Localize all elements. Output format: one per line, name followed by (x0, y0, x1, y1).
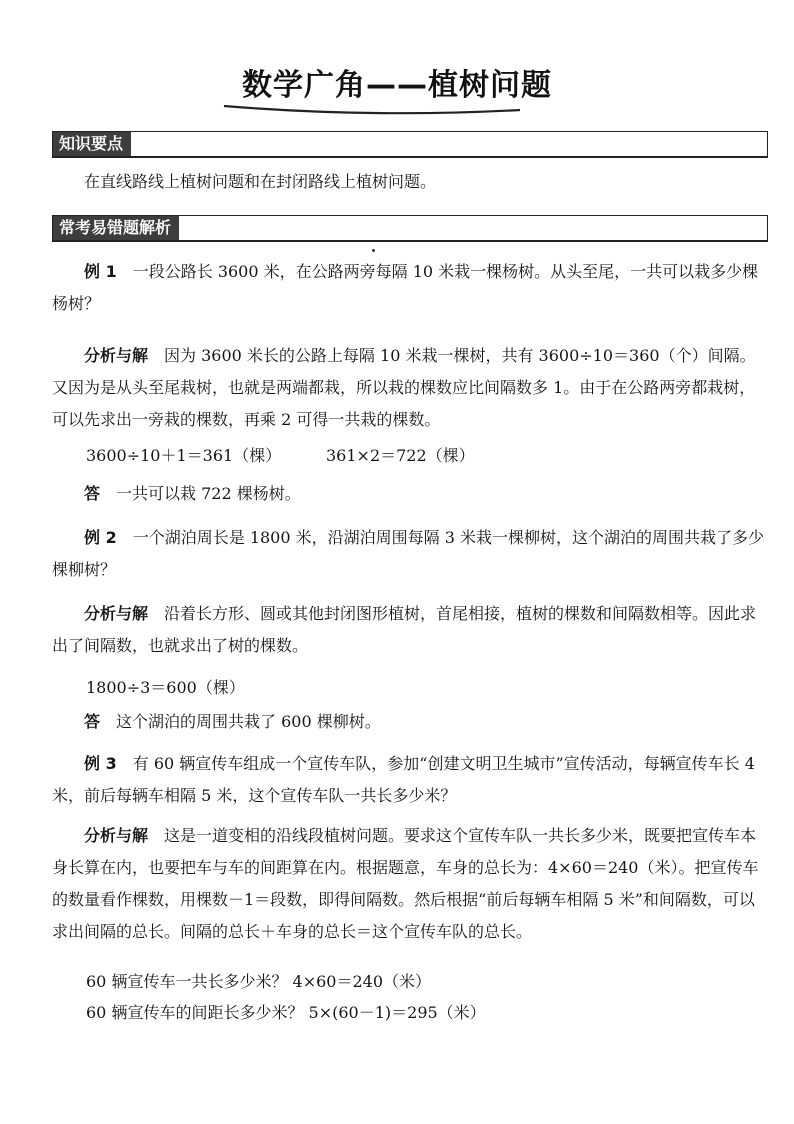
example3-analysis-text: 这是一道变相的沿线段植树问题。要求这个宣传车队一共长多少米，既要把宣传车本身长算在内，也要把车与车的间距算在内。根据题意，车身的总长为：4×60＝240（米）。把宣传车的数量看作棵数，用棵数－1＝段数，即得间隔数。然后根据“前后每辆车相隔 5 米”和间隔数，可以求出间隔的总长。间隔的总长＋车身的总长＝这个宣传车队的总长。 (52, 826, 759, 941)
example1-question (52, 256, 768, 320)
example3-analysis-label: 分析与解 (84, 826, 149, 845)
example2-question (52, 522, 768, 586)
example2-answer-label: 答 (84, 712, 101, 731)
example1-analysis (52, 340, 768, 436)
example2-question-text: 一个湖泊周长是 1800 米，沿湖泊周围每隔 3 米栽一棵柳树，这个湖泊的周围共栽了多少棵柳树？ (52, 528, 764, 579)
example1-analysis-label: 分析与解 (84, 346, 149, 365)
example1-question-text: 一段公路长 3600 米，在公路两旁每隔 10 米栽一棵杨树。从头至尾，一共可以栽多少棵杨树？ (52, 262, 759, 313)
section-bar-analysis (52, 215, 768, 242)
section-bar-knowledge (52, 131, 768, 158)
example3-label: 例 3 (84, 754, 117, 773)
example3-step1: 60 辆宣传车一共长多少米？ 4×60＝240（米） (86, 972, 432, 991)
example1-answer-text: 一共可以栽 722 棵杨树。 (116, 484, 301, 503)
example3-question (52, 748, 768, 812)
print-speck (372, 249, 375, 252)
example1-label: 例 1 (84, 262, 117, 281)
example3-question-text: 有 60 辆宣传车组成一个宣传车队，参加“创建文明卫生城市”宣传活动，每辆宣传车长 4 米，前后每辆车相隔 5 米，这个宣传车队一共长多少米？ (52, 754, 755, 805)
page-title (228, 60, 566, 110)
example1-calc1: 3600÷10＋1＝361（棵） (86, 446, 282, 465)
page-title-text: 数学广角——植树问题 (242, 68, 552, 103)
title-underline-swoosh (222, 102, 522, 116)
example3-step2: 60 辆宣传车的间距长多少米？ 5×(60－1)＝295（米） (86, 1003, 486, 1022)
example1-answer-label: 答 (84, 484, 101, 503)
example2-calc1: 1800÷3＝600（棵） (86, 678, 245, 697)
example2-answer (52, 706, 768, 738)
example3-analysis (52, 820, 768, 948)
example2-answer-text: 这个湖泊的周围共栽了 600 棵柳树。 (116, 712, 381, 731)
example1-analysis-text: 因为 3600 米长的公路上每隔 10 米栽一棵树，共有 3600÷10＝360（个）间隔。又因为是从头至尾栽树，也就是两端都栽，所以栽的棵数应比间隔数多 1。由于在公路两旁都栽树，可以先求出一旁栽的棵数，再乘 2 可得一共栽的棵数。 (52, 346, 756, 429)
example1-answer (52, 478, 768, 510)
knowledge-text: 在直线路线上植树问题和在封闭路线上植树问题。 (84, 172, 437, 191)
example2-label: 例 2 (84, 528, 117, 547)
section-label-analysis: 常考易错题解析 (53, 216, 179, 240)
example2-analysis-label: 分析与解 (84, 604, 149, 623)
example2-analysis (52, 598, 768, 662)
section-label-knowledge: 知识要点 (53, 132, 131, 156)
title-wrap (0, 60, 794, 110)
example1-calc2: 361×2＝722（棵） (326, 446, 475, 465)
example2-analysis-text: 沿着长方形、圆或其他封闭图形植树，首尾相接，植树的棵数和间隔数相等。因此求出了间隔数，也就求出了树的棵数。 (52, 604, 757, 655)
